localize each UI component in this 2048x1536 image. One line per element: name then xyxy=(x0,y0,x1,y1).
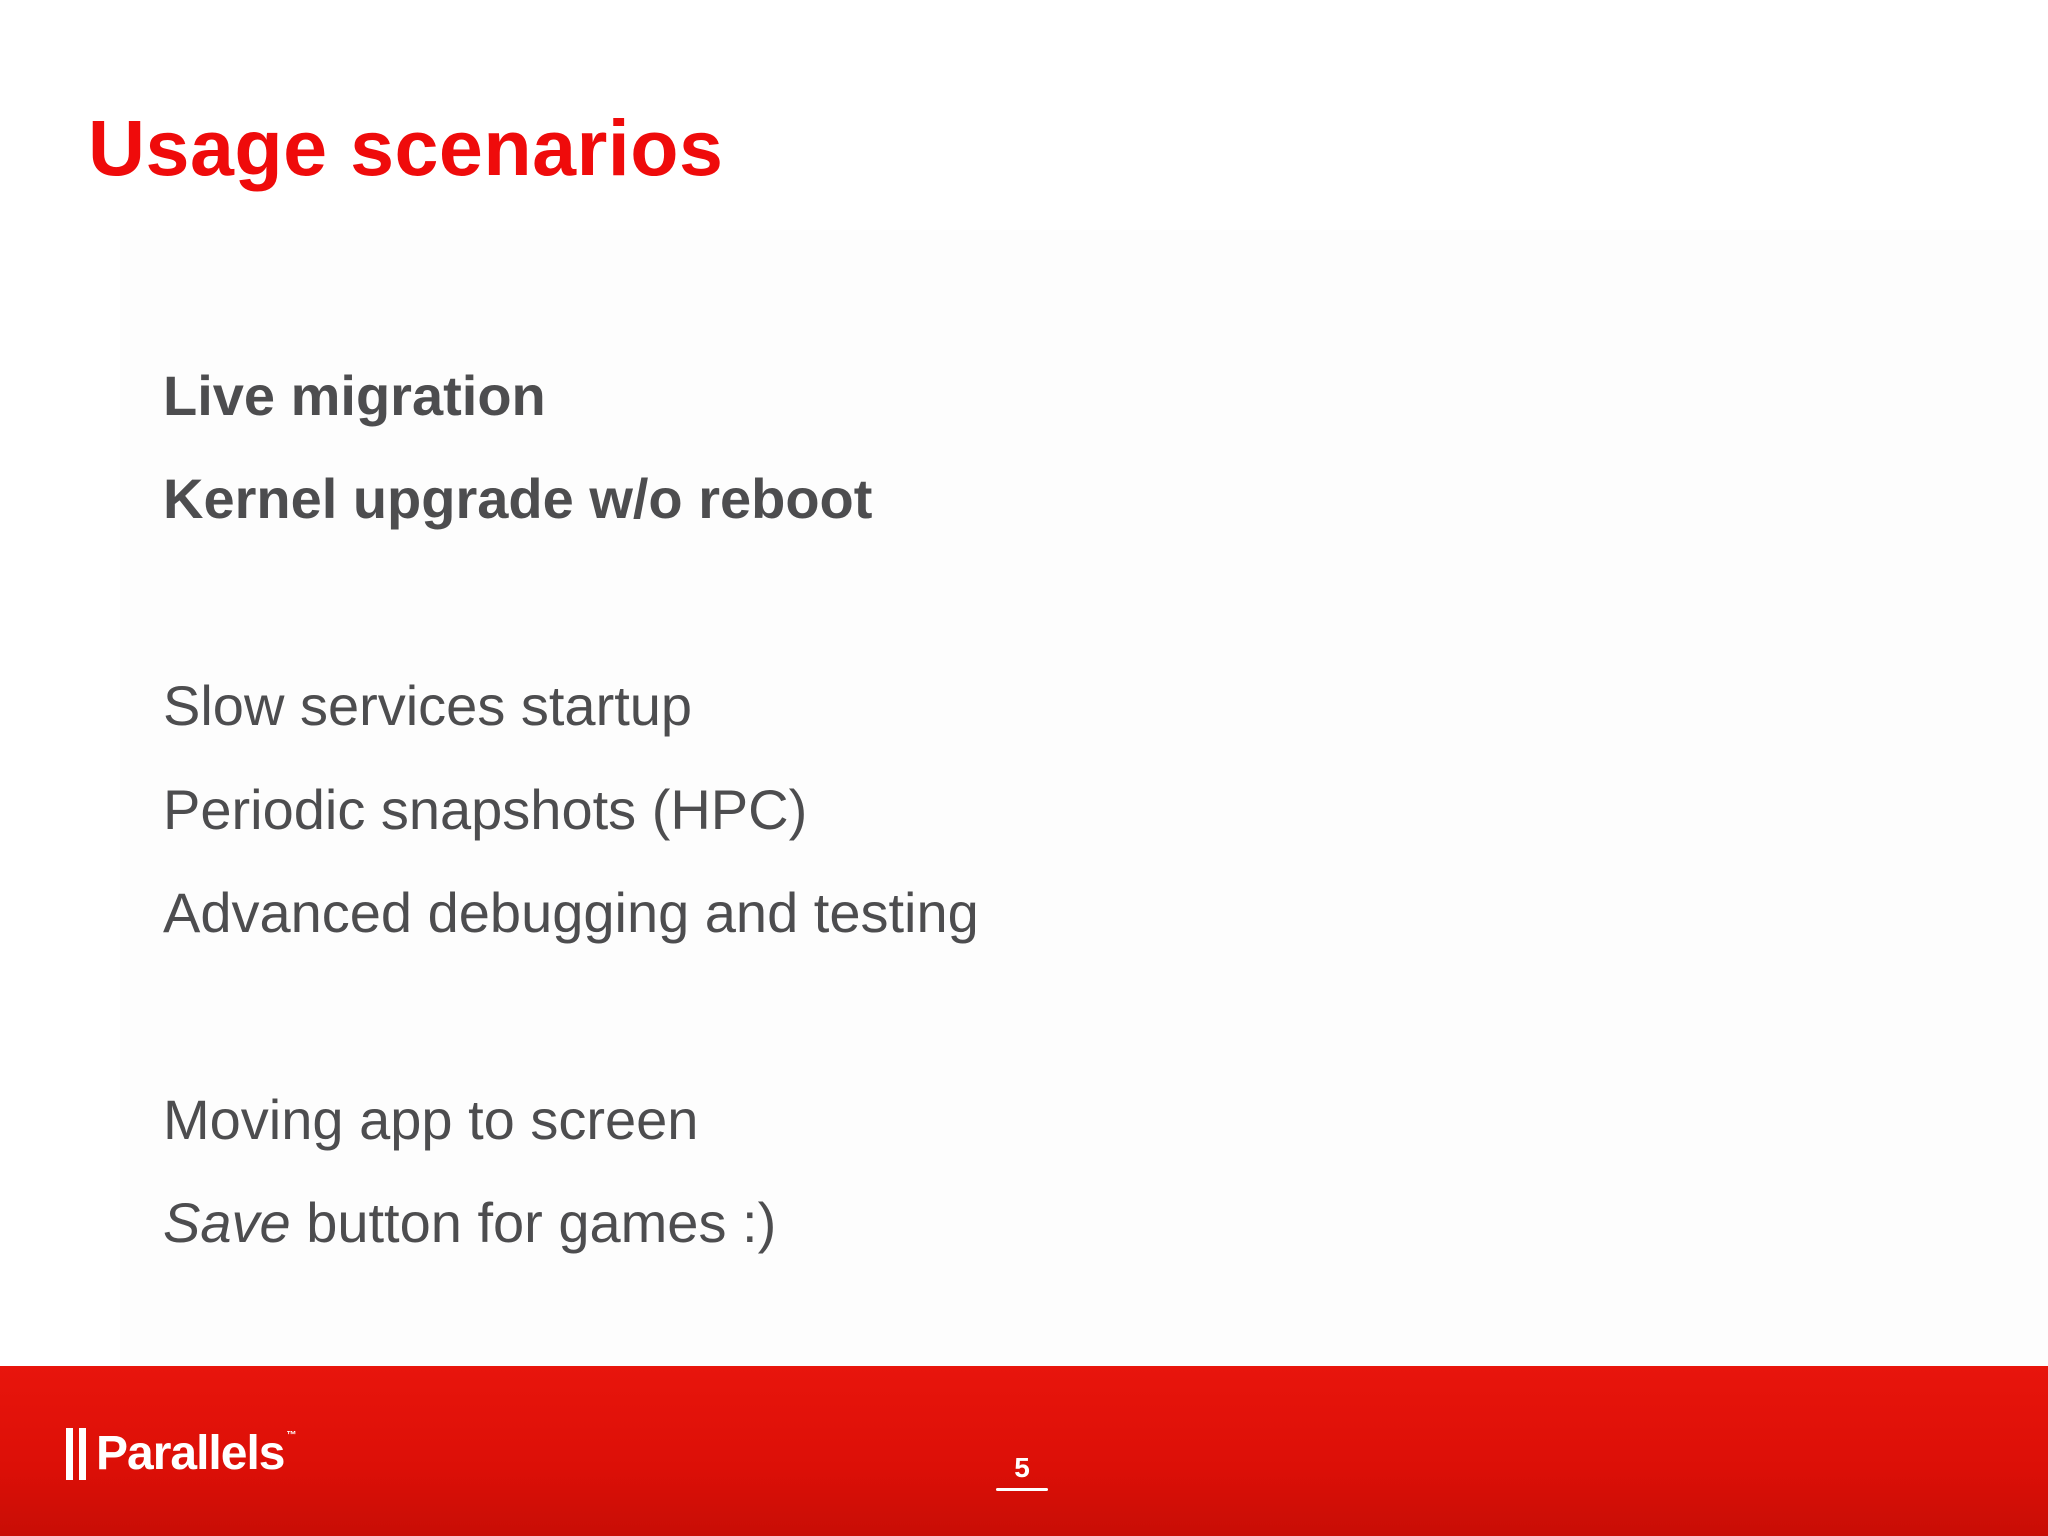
slide-title: Usage scenarios xyxy=(88,103,724,192)
list-item-advanced-debugging: Advanced debugging and testing xyxy=(163,881,979,944)
page-number: 5 xyxy=(1014,1452,1030,1483)
list-item-periodic-snapshots: Periodic snapshots (HPC) xyxy=(163,778,808,841)
logo-trademark: ™ xyxy=(286,1430,297,1441)
footer-bar xyxy=(0,1366,2048,1536)
list-item-kernel-upgrade: Kernel upgrade w/o reboot xyxy=(163,467,873,530)
list-item-live-migration: Live migration xyxy=(163,364,546,427)
save-italic-text: Save xyxy=(163,1191,291,1254)
save-rest-text: button for games :) xyxy=(290,1191,777,1254)
page-number-underline xyxy=(996,1488,1048,1491)
list-item-slow-startup: Slow services startup xyxy=(163,674,693,737)
parallels-logo xyxy=(66,1426,296,1482)
list-item-moving-app: Moving app to screen xyxy=(163,1088,699,1151)
logo-bars-icon xyxy=(66,1428,86,1480)
logo-text: Parallels xyxy=(96,1427,285,1480)
list-item-save-button xyxy=(163,1191,777,1254)
